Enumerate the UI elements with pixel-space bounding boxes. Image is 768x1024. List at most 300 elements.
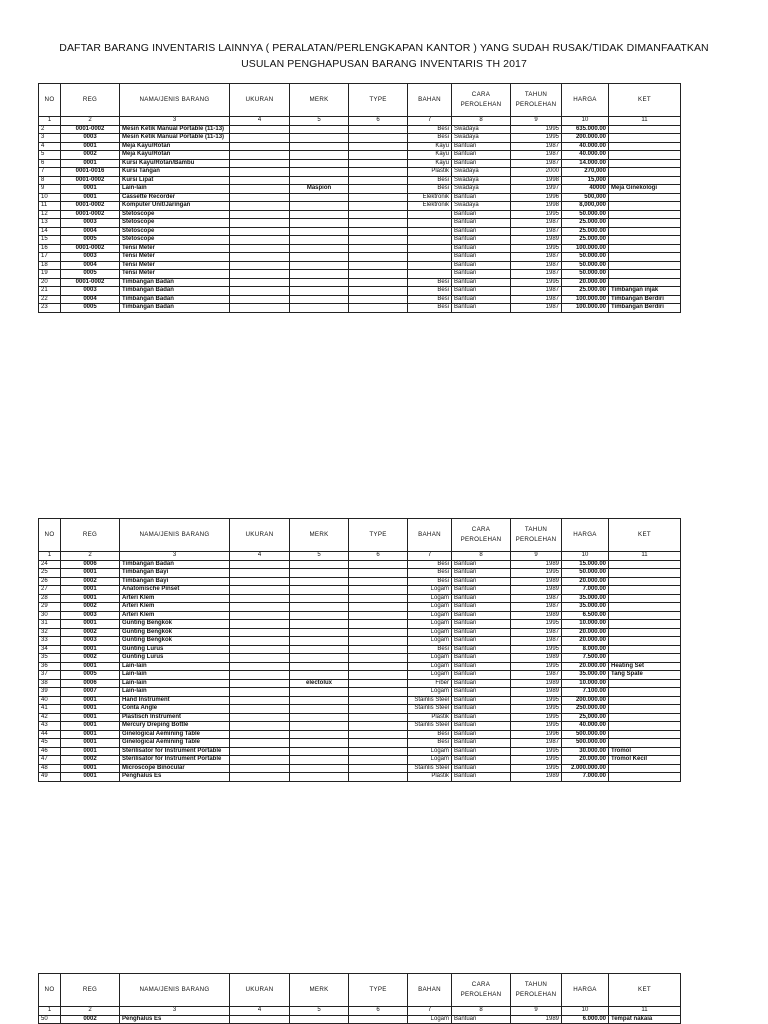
cell-ukuran	[230, 287, 290, 296]
cell-harga: 25.000.00	[562, 227, 609, 236]
cell-type	[349, 662, 408, 671]
cell-reg: 0001	[61, 713, 120, 722]
cell-bahan: Kayu	[408, 159, 452, 168]
cell-bahan	[408, 227, 452, 236]
cell-cara-perolehan: Bantuan	[452, 594, 511, 603]
header-no: NO	[39, 519, 61, 552]
cell-harga: 20.000.00	[562, 756, 609, 765]
cell-nama-barang: Gunting Bengkok	[120, 637, 230, 646]
cell-ukuran	[230, 739, 290, 748]
cell-ket	[609, 560, 681, 569]
cell-cara-perolehan: Bantuan	[452, 679, 511, 688]
cell-ukuran	[230, 756, 290, 765]
cell-no: 29	[39, 603, 61, 612]
cell-harga: 15,000	[562, 176, 609, 185]
cell-reg: 0001	[61, 764, 120, 773]
cell-tahun-perolehan: 1995	[511, 278, 562, 287]
column-number-merk: 5	[290, 552, 349, 561]
column-number-row	[39, 552, 681, 561]
cell-harga: 35.000.00	[562, 603, 609, 612]
cell-no: 17	[39, 253, 61, 262]
cell-reg: 0001	[61, 705, 120, 714]
header-type: TYPE	[349, 519, 408, 552]
header-harga: HARGA	[562, 519, 609, 552]
table-row	[39, 295, 681, 304]
header-ket: KET	[609, 974, 681, 1007]
cell-cara-perolehan: Bantuan	[452, 713, 511, 722]
column-number-ukuran: 4	[230, 552, 290, 561]
cell-type	[349, 637, 408, 646]
cell-tahun-perolehan: 1987	[511, 594, 562, 603]
cell-bahan: Logam	[408, 671, 452, 680]
table-header-row	[39, 974, 681, 1007]
cell-type	[349, 645, 408, 654]
cell-harga: 35.000.00	[562, 594, 609, 603]
cell-merk	[290, 603, 349, 612]
cell-tahun-perolehan: 1995	[511, 645, 562, 654]
cell-ukuran	[230, 202, 290, 211]
cell-merk	[290, 295, 349, 304]
cell-bahan: Besi	[408, 645, 452, 654]
cell-nama-barang: Kursi Kayu/Rotan/Bambu	[120, 159, 230, 168]
cell-reg: 0003	[61, 134, 120, 143]
cell-ket	[609, 611, 681, 620]
cell-reg: 0001-0002	[61, 210, 120, 219]
cell-merk	[290, 637, 349, 646]
cell-nama-barang: Tensi Meter	[120, 253, 230, 262]
cell-no: 3	[39, 134, 61, 143]
cell-no: 49	[39, 773, 61, 782]
cell-type	[349, 722, 408, 731]
table-row	[39, 142, 681, 151]
cell-bahan	[408, 210, 452, 219]
cell-nama-barang: Conta Angle	[120, 705, 230, 714]
cell-nama-barang: Arteri Klem	[120, 611, 230, 620]
cell-cara-perolehan: Bantuan	[452, 603, 511, 612]
header-nama-barang: NAMA/JENIS BARANG	[120, 84, 230, 117]
cell-ket	[609, 253, 681, 262]
cell-harga: 50.000.00	[562, 253, 609, 262]
cell-cara-perolehan: Bantuan	[452, 253, 511, 262]
cell-bahan: Besi	[408, 739, 452, 748]
cell-type	[349, 628, 408, 637]
cell-merk	[290, 560, 349, 569]
cell-bahan: Logam	[408, 688, 452, 697]
cell-no: 6	[39, 159, 61, 168]
cell-cara-perolehan: Bantuan	[452, 756, 511, 765]
cell-ket	[609, 193, 681, 202]
table-row	[39, 705, 681, 714]
cell-harga: 100.000.00	[562, 304, 609, 313]
cell-nama-barang: Ginelogical Aemining Table	[120, 739, 230, 748]
cell-ukuran	[230, 713, 290, 722]
cell-type	[349, 713, 408, 722]
cell-tahun-perolehan: 1989	[511, 688, 562, 697]
header-harga: HARGA	[562, 84, 609, 117]
cell-ukuran	[230, 586, 290, 595]
cell-bahan: Logam	[408, 594, 452, 603]
cell-harga: 20.000.00	[562, 577, 609, 586]
cell-cara-perolehan: Bantuan	[452, 696, 511, 705]
cell-merk: Maspion	[290, 185, 349, 194]
table-row	[39, 577, 681, 586]
cell-bahan: Logam	[408, 747, 452, 756]
cell-reg: 0002	[61, 756, 120, 765]
table-header-row	[39, 519, 681, 552]
cell-ket	[609, 773, 681, 782]
header-bahan: BAHAN	[408, 84, 452, 117]
cell-ket	[609, 236, 681, 245]
cell-merk	[290, 304, 349, 313]
cell-ukuran	[230, 261, 290, 270]
cell-no: 24	[39, 560, 61, 569]
cell-reg: 0001	[61, 696, 120, 705]
cell-tahun-perolehan: 1995	[511, 134, 562, 143]
table-row	[39, 185, 681, 194]
inventory-table-1	[38, 83, 681, 313]
cell-ukuran	[230, 244, 290, 253]
cell-harga: 500.000.00	[562, 730, 609, 739]
cell-reg: 0002	[61, 151, 120, 160]
table-row	[39, 202, 681, 211]
cell-ukuran	[230, 773, 290, 782]
column-number-cara-perolehan: 8	[452, 1007, 511, 1016]
cell-ket	[609, 219, 681, 228]
cell-type	[349, 569, 408, 578]
cell-tahun-perolehan: 1995	[511, 244, 562, 253]
cell-reg: 0005	[61, 671, 120, 680]
cell-reg: 0001	[61, 620, 120, 629]
cell-no: 20	[39, 278, 61, 287]
column-number-cara-perolehan: 8	[452, 552, 511, 561]
cell-type	[349, 654, 408, 663]
table-row	[39, 679, 681, 688]
cell-type	[349, 151, 408, 160]
cell-ket	[609, 654, 681, 663]
cell-bahan: Elektronik	[408, 202, 452, 211]
cell-nama-barang: Gunting Lurus	[120, 645, 230, 654]
cell-ket: Meja Ginekologi	[609, 185, 681, 194]
cell-tahun-perolehan: 1995	[511, 620, 562, 629]
column-number-bahan: 7	[408, 552, 452, 561]
cell-nama-barang: Lain-lain	[120, 688, 230, 697]
cell-ket: Tang Spate	[609, 671, 681, 680]
cell-ukuran	[230, 278, 290, 287]
cell-reg: 0004	[61, 261, 120, 270]
column-number-row	[39, 117, 681, 126]
cell-bahan: Besi	[408, 295, 452, 304]
cell-bahan: Besi	[408, 185, 452, 194]
cell-ukuran	[230, 654, 290, 663]
header-merk: MERK	[290, 84, 349, 117]
cell-type	[349, 125, 408, 134]
cell-merk	[290, 713, 349, 722]
cell-nama-barang: Tensi Meter	[120, 270, 230, 279]
cell-nama-barang: Tensi Meter	[120, 261, 230, 270]
cell-nama-barang: Mesin Ketik Manual Portable (11-13)	[120, 134, 230, 143]
cell-type	[349, 278, 408, 287]
cell-reg: 0005	[61, 304, 120, 313]
cell-ukuran	[230, 671, 290, 680]
cell-nama-barang: Tensi Meter	[120, 244, 230, 253]
cell-ukuran	[230, 185, 290, 194]
cell-cara-perolehan: Bantuan	[452, 569, 511, 578]
cell-reg: 0001-0016	[61, 168, 120, 177]
cell-reg: 0007	[61, 688, 120, 697]
table-row	[39, 253, 681, 262]
cell-harga: 7.000.00	[562, 586, 609, 595]
cell-merk	[290, 253, 349, 262]
cell-reg: 0001	[61, 159, 120, 168]
table-row	[39, 603, 681, 612]
header-bahan: BAHAN	[408, 519, 452, 552]
cell-reg: 0002	[61, 1015, 120, 1024]
table-row	[39, 586, 681, 595]
column-number-type: 6	[349, 552, 408, 561]
cell-reg: 0001-0002	[61, 176, 120, 185]
header-tahun-perolehan: TAHUN PEROLEHAN	[511, 974, 562, 1007]
cell-ket	[609, 696, 681, 705]
table-row	[39, 628, 681, 637]
cell-tahun-perolehan: 1987	[511, 261, 562, 270]
cell-merk	[290, 125, 349, 134]
cell-harga: 270,000	[562, 168, 609, 177]
header-type: TYPE	[349, 84, 408, 117]
cell-tahun-perolehan: 1987	[511, 151, 562, 160]
cell-harga: 6.000.00	[562, 1015, 609, 1024]
cell-no: 10	[39, 193, 61, 202]
cell-type	[349, 756, 408, 765]
cell-nama-barang: Kursi Lipat	[120, 176, 230, 185]
cell-reg: 0003	[61, 253, 120, 262]
cell-reg: 0006	[61, 560, 120, 569]
header-no: NO	[39, 974, 61, 1007]
cell-merk	[290, 287, 349, 296]
cell-merk	[290, 773, 349, 782]
cell-merk	[290, 611, 349, 620]
cell-bahan: Besi	[408, 287, 452, 296]
cell-cara-perolehan: Bantuan	[452, 159, 511, 168]
cell-cara-perolehan: Bantuan	[452, 628, 511, 637]
cell-nama-barang: Plastisch Instrument	[120, 713, 230, 722]
cell-cara-perolehan: Bantuan	[452, 722, 511, 731]
cell-tahun-perolehan: 1995	[511, 747, 562, 756]
column-number-no: 1	[39, 552, 61, 561]
cell-harga: 100.000.00	[562, 295, 609, 304]
cell-merk	[290, 577, 349, 586]
cell-cara-perolehan: Bantuan	[452, 142, 511, 151]
cell-merk	[290, 586, 349, 595]
cell-type	[349, 159, 408, 168]
cell-ukuran	[230, 176, 290, 185]
cell-harga: 8,000,000	[562, 202, 609, 211]
cell-harga: 10.000.00	[562, 620, 609, 629]
cell-nama-barang: Gunting Bengkok	[120, 628, 230, 637]
cell-no: 7	[39, 168, 61, 177]
cell-cara-perolehan: Bantuan	[452, 244, 511, 253]
header-type: TYPE	[349, 974, 408, 1007]
cell-harga: 200.000.00	[562, 134, 609, 143]
cell-reg: 0005	[61, 270, 120, 279]
table-row	[39, 261, 681, 270]
cell-type	[349, 773, 408, 782]
cell-reg: 0004	[61, 295, 120, 304]
cell-reg: 0003	[61, 219, 120, 228]
cell-type	[349, 236, 408, 245]
cell-bahan: Logam	[408, 628, 452, 637]
cell-harga: 20.000.00	[562, 278, 609, 287]
cell-type	[349, 295, 408, 304]
cell-ukuran	[230, 270, 290, 279]
table-row	[39, 560, 681, 569]
cell-cara-perolehan: Swadaya	[452, 125, 511, 134]
cell-bahan: Logam	[408, 662, 452, 671]
cell-tahun-perolehan: 1989	[511, 1015, 562, 1024]
cell-bahan: Logam	[408, 756, 452, 765]
cell-cara-perolehan: Swadaya	[452, 202, 511, 211]
cell-ket	[609, 202, 681, 211]
cell-reg: 0001	[61, 747, 120, 756]
cell-cara-perolehan: Bantuan	[452, 654, 511, 663]
cell-cara-perolehan: Bantuan	[452, 1015, 511, 1024]
cell-ukuran	[230, 603, 290, 612]
cell-harga: 15.000.00	[562, 560, 609, 569]
table-row	[39, 662, 681, 671]
cell-cara-perolehan: Bantuan	[452, 705, 511, 714]
table-row	[39, 1015, 681, 1024]
table-row	[39, 645, 681, 654]
cell-bahan: Besi	[408, 577, 452, 586]
cell-tahun-perolehan: 2000	[511, 168, 562, 177]
cell-harga: 100.000.00	[562, 244, 609, 253]
cell-no: 31	[39, 620, 61, 629]
cell-reg: 0001	[61, 569, 120, 578]
cell-merk	[290, 193, 349, 202]
table-row	[39, 168, 681, 177]
cell-ket	[609, 244, 681, 253]
header-reg: REG	[61, 519, 120, 552]
column-number-ukuran: 4	[230, 1007, 290, 1016]
cell-ket	[609, 270, 681, 279]
cell-ukuran	[230, 679, 290, 688]
cell-reg: 0003	[61, 637, 120, 646]
cell-type	[349, 168, 408, 177]
cell-bahan	[408, 261, 452, 270]
cell-tahun-perolehan: 1989	[511, 773, 562, 782]
cell-nama-barang: Microscope Binocular	[120, 764, 230, 773]
cell-nama-barang: Timbangan Badan	[120, 278, 230, 287]
cell-reg: 0001	[61, 586, 120, 595]
cell-tahun-perolehan: 1995	[511, 569, 562, 578]
cell-ket	[609, 159, 681, 168]
cell-merk	[290, 645, 349, 654]
cell-reg: 0002	[61, 628, 120, 637]
cell-type	[349, 603, 408, 612]
cell-bahan: Stainlis Steel	[408, 722, 452, 731]
cell-cara-perolehan: Bantuan	[452, 662, 511, 671]
cell-harga: 25.000.00	[562, 287, 609, 296]
cell-cara-perolehan: Bantuan	[452, 577, 511, 586]
cell-tahun-perolehan: 1989	[511, 577, 562, 586]
cell-ket	[609, 730, 681, 739]
cell-ukuran	[230, 722, 290, 731]
inventory-table-2	[38, 518, 681, 782]
cell-nama-barang: Lain-lain	[120, 671, 230, 680]
cell-cara-perolehan: Swadaya	[452, 134, 511, 143]
cell-cara-perolehan: Bantuan	[452, 560, 511, 569]
cell-ket	[609, 594, 681, 603]
cell-ket	[609, 628, 681, 637]
cell-ukuran	[230, 142, 290, 151]
table-row	[39, 764, 681, 773]
cell-tahun-perolehan: 1987	[511, 287, 562, 296]
cell-harga: 20.000.00	[562, 662, 609, 671]
cell-bahan: Besi	[408, 176, 452, 185]
cell-harga: 30.000.00	[562, 747, 609, 756]
cell-no: 39	[39, 688, 61, 697]
cell-ket	[609, 569, 681, 578]
cell-nama-barang: Kursi Tangan	[120, 168, 230, 177]
cell-tahun-perolehan: 1995	[511, 705, 562, 714]
cell-reg: 0003	[61, 287, 120, 296]
cell-reg: 0001	[61, 722, 120, 731]
cell-ukuran	[230, 304, 290, 313]
cell-nama-barang: Sterilisator for Instrument Portable	[120, 747, 230, 756]
cell-type	[349, 764, 408, 773]
cell-harga: 500.000.00	[562, 739, 609, 748]
cell-nama-barang: Timbangan Badan	[120, 287, 230, 296]
cell-tahun-perolehan: 1995	[511, 696, 562, 705]
cell-type	[349, 671, 408, 680]
table-row	[39, 722, 681, 731]
cell-nama-barang: Hand Instrument	[120, 696, 230, 705]
cell-nama-barang: Stetoscope	[120, 210, 230, 219]
cell-nama-barang: Lain-lain	[120, 185, 230, 194]
cell-harga: 20.000.00	[562, 628, 609, 637]
cell-nama-barang: Timbangan Badan	[120, 560, 230, 569]
cell-no: 15	[39, 236, 61, 245]
cell-bahan: Elektronik	[408, 193, 452, 202]
cell-cara-perolehan: Swadaya	[452, 185, 511, 194]
cell-cara-perolehan: Bantuan	[452, 304, 511, 313]
cell-cara-perolehan: Bantuan	[452, 287, 511, 296]
table-row	[39, 688, 681, 697]
cell-harga: 250.000.00	[562, 705, 609, 714]
cell-nama-barang: Penghalus Es	[120, 773, 230, 782]
cell-reg: 0002	[61, 654, 120, 663]
cell-cara-perolehan: Bantuan	[452, 611, 511, 620]
cell-ket	[609, 679, 681, 688]
cell-ket	[609, 688, 681, 697]
header-harga: HARGA	[562, 974, 609, 1007]
cell-merk	[290, 134, 349, 143]
cell-reg: 0001	[61, 594, 120, 603]
column-number-row	[39, 1007, 681, 1016]
cell-type	[349, 688, 408, 697]
cell-cara-perolehan: Bantuan	[452, 730, 511, 739]
cell-cara-perolehan: Bantuan	[452, 219, 511, 228]
table-row	[39, 671, 681, 680]
table-row	[39, 730, 681, 739]
cell-bahan: Fiber	[408, 679, 452, 688]
cell-type	[349, 227, 408, 236]
cell-tahun-perolehan: 1995	[511, 125, 562, 134]
cell-harga: 25.000.00	[562, 236, 609, 245]
cell-no: 12	[39, 210, 61, 219]
table-row	[39, 193, 681, 202]
cell-cara-perolehan: Bantuan	[452, 270, 511, 279]
cell-harga: 40.000.00	[562, 151, 609, 160]
